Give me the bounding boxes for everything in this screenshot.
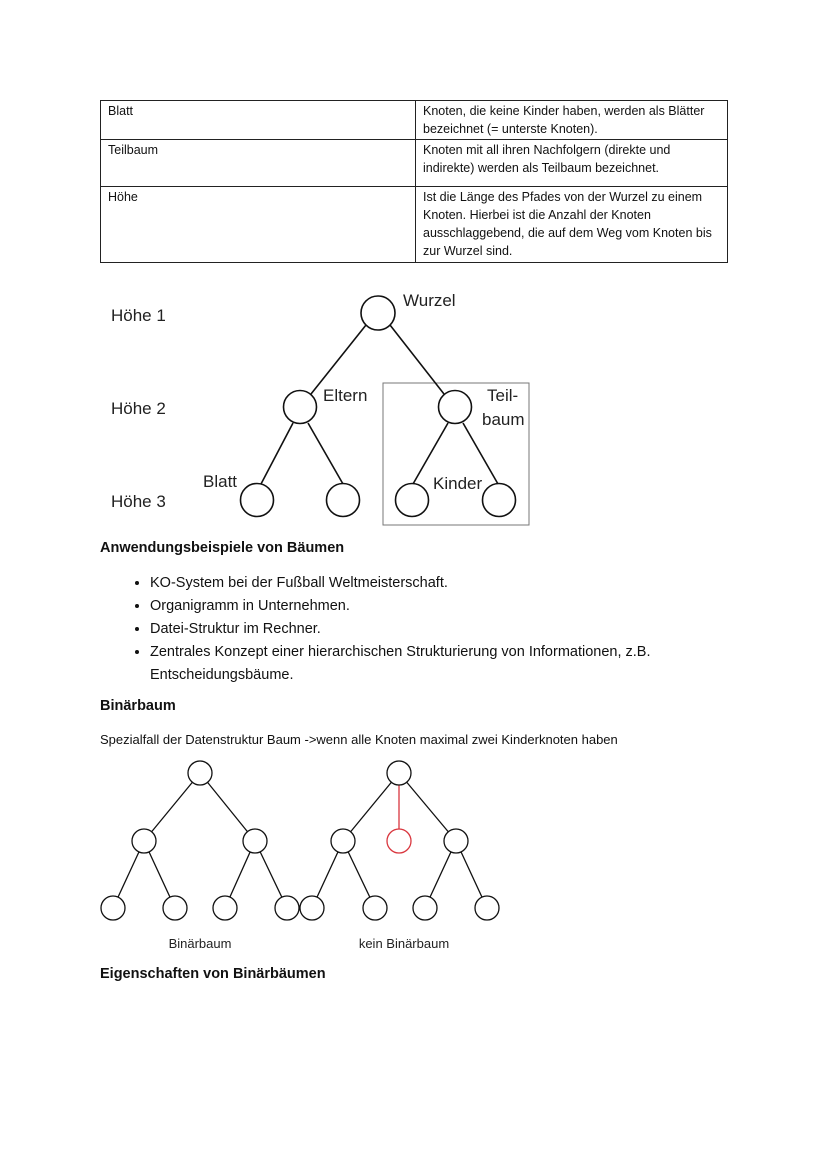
level-label: Höhe 1 bbox=[111, 306, 166, 325]
leaf-label: Blatt bbox=[203, 472, 238, 491]
tree-node bbox=[188, 761, 212, 785]
definition-cell: Ist die Länge des Pfades von der Wurzel zu einem Knoten. Hierbei ist die Anzahl der Knoten ausschlaggebend, die auf dem Weg vom Knoten bis zur Wurzel sind. bbox=[416, 187, 728, 263]
term-cell: Blatt bbox=[101, 101, 416, 140]
tree-node bbox=[363, 896, 387, 920]
tree-node bbox=[275, 896, 299, 920]
binary-tree-caption: Binärbaum bbox=[168, 936, 232, 951]
tree-node bbox=[163, 896, 187, 920]
tree-node bbox=[300, 896, 324, 920]
parent-node bbox=[284, 391, 317, 424]
list-item: • Datei-Struktur im Rechner. bbox=[150, 618, 770, 641]
binary-tree-diagram bbox=[101, 761, 299, 920]
definition-cell: Knoten mit all ihren Nachfolgern (direkte und indirekte) werden als Teilbaum bezeichnet. bbox=[416, 140, 728, 187]
non-binary-tree-diagram bbox=[300, 761, 499, 920]
tree-node bbox=[331, 829, 355, 853]
tree-node bbox=[101, 896, 125, 920]
applications-list bbox=[100, 572, 770, 687]
root-node bbox=[361, 296, 395, 330]
term-cell: Teilbaum bbox=[101, 140, 416, 187]
leaf-node bbox=[327, 484, 360, 517]
definition-cell: Knoten, die keine Kinder haben, werden als Blätter bezeichnet (= unterste Knoten). bbox=[416, 101, 728, 140]
binary-tree-description: Spezialfall der Datenstruktur Baum ->wenn alle Knoten maximal zwei Kinderknoten haben bbox=[100, 732, 618, 747]
binary-tree-heading: Binärbaum bbox=[100, 698, 176, 714]
list-item: • Zentrales Konzept einer hierarchischen Strukturierung von Informationen, z.B. Entscheidungsbäume. bbox=[150, 641, 770, 687]
leaf-node bbox=[241, 484, 274, 517]
level-label: Höhe 3 bbox=[111, 492, 166, 511]
tree-node bbox=[387, 761, 411, 785]
applications-heading: Anwendungsbeispiele von Bäumen bbox=[100, 540, 345, 556]
tree-node bbox=[243, 829, 267, 853]
tree-node bbox=[413, 896, 437, 920]
level-label: Höhe 2 bbox=[111, 399, 166, 418]
parent-label: Eltern bbox=[323, 386, 368, 405]
subtree-label: baum bbox=[482, 410, 525, 429]
tree-node bbox=[132, 829, 156, 853]
tree-node bbox=[444, 829, 468, 853]
non-binary-tree-caption: kein Binärbaum bbox=[358, 936, 450, 951]
subtree-label: Teil- bbox=[487, 386, 519, 405]
properties-heading: Eigenschaften von Binärbäumen bbox=[100, 966, 326, 982]
child-node bbox=[483, 484, 516, 517]
term-cell: Höhe bbox=[101, 187, 416, 263]
root-label: Wurzel bbox=[403, 291, 456, 310]
list-item: • KO-System bei der Fußball Weltmeisterschaft. bbox=[150, 572, 770, 595]
list-item: • Organigramm in Unternehmen. bbox=[150, 595, 770, 618]
extra-child-node bbox=[387, 829, 411, 853]
subtree-root-node bbox=[439, 391, 472, 424]
tree-node bbox=[213, 896, 237, 920]
children-label: Kinder bbox=[433, 474, 483, 493]
child-node bbox=[396, 484, 429, 517]
tree-node bbox=[475, 896, 499, 920]
